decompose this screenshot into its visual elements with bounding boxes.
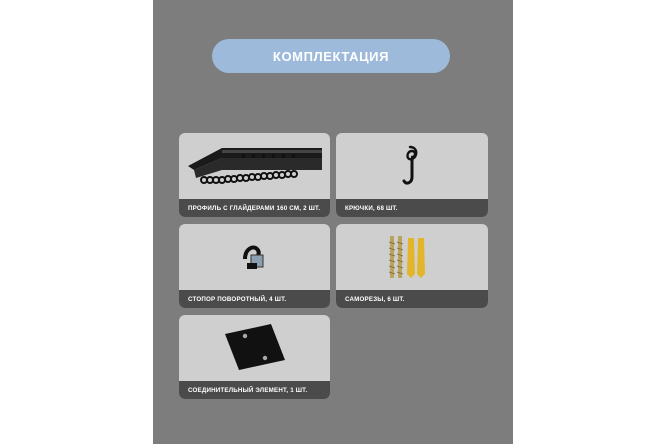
item-card-hooks [336,133,488,217]
item-caption: СТОПОР ПОВОРОТНЫЙ, 4 ШТ. [179,290,330,308]
content-panel [153,0,513,444]
item-card-stopper [179,224,330,308]
connector-plate-icon [179,315,330,381]
item-caption: СОЕДИНИТЕЛЬНЫЙ ЭЛЕМЕНТ, 1 ШТ. [179,381,330,399]
item-card-connector [179,315,330,399]
item-caption: КРЮЧКИ, 68 ШТ. [336,199,488,217]
screws-and-dowels-icon [336,224,488,290]
curtain-rail-profile-icon [179,133,330,199]
hook-icon [336,133,488,199]
item-caption: САМОРЕЗЫ, 6 ШТ. [336,290,488,308]
page-title: КОМПЛЕКТАЦИЯ [212,39,450,73]
rotary-stopper-icon [179,224,330,290]
item-caption: ПРОФИЛЬ С ГЛАЙДЕРАМИ 160 СМ, 2 ШТ. [179,199,330,217]
item-card-profile [179,133,330,217]
item-card-screws [336,224,488,308]
